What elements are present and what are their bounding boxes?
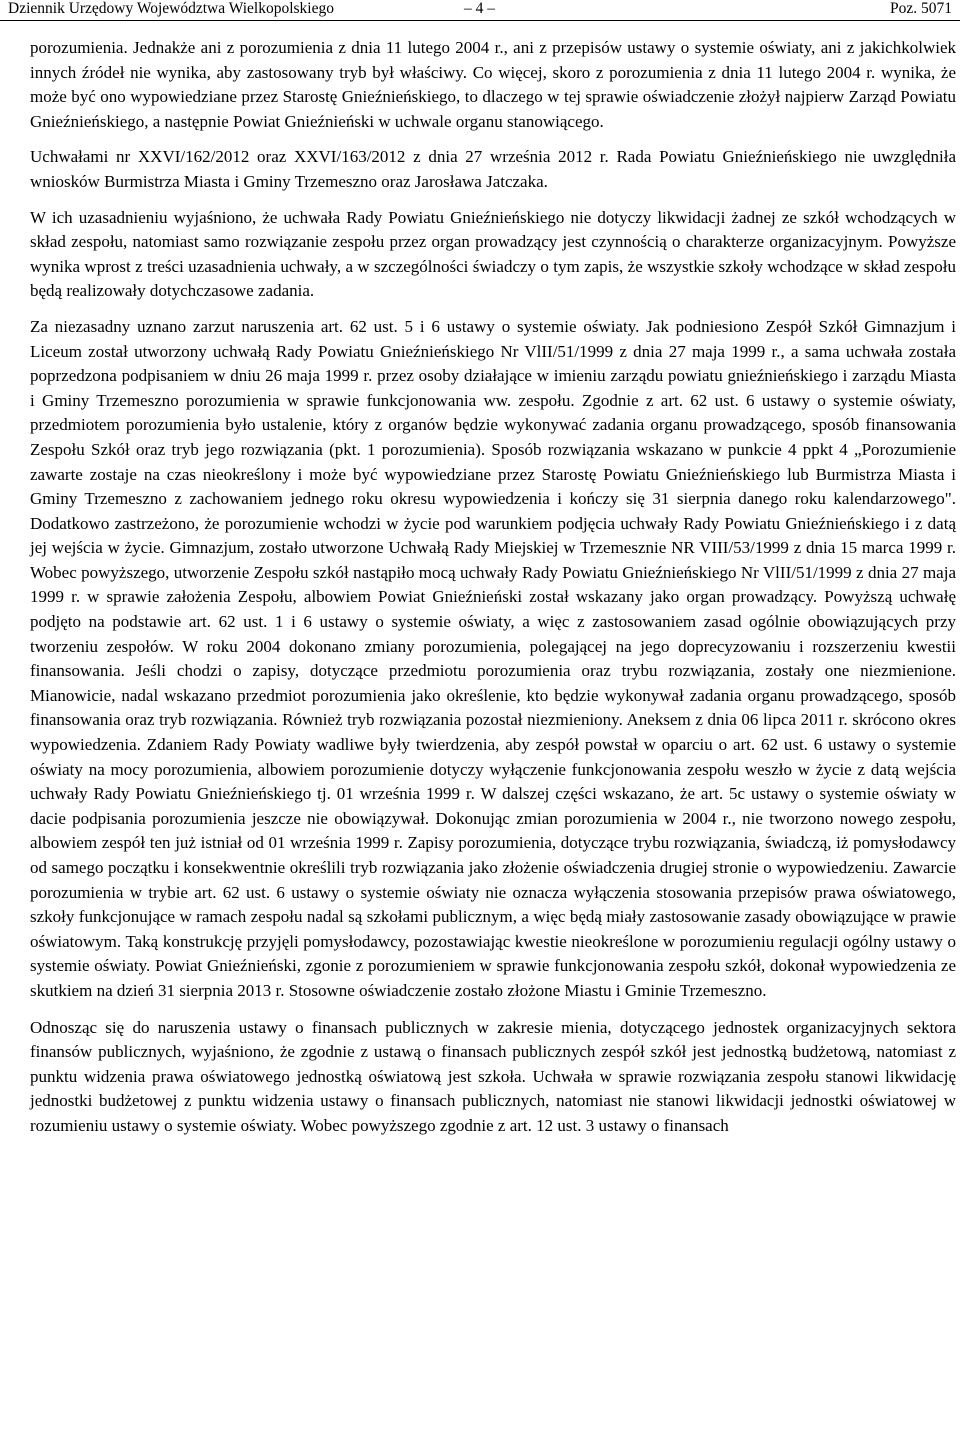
header-divider bbox=[0, 20, 960, 21]
page-header bbox=[0, 0, 960, 22]
paragraph: Za niezasadny uznano zarzut naruszenia art. 62 ust. 5 i 6 ustawy o systemie oświaty. Jak podniesiono Zespół Szkół Gimnazjum i Liceum został utworzony uchwałą Rady Powiatu Gnieźnieńskiego Nr VlII/51/1999 z dnia 27 maja 1999 r., a sama uchwała została poprzedzona podpisaniem w dniu 26 maja 1999 r. przez osoby działające w imieniu zarządu powiatu gnieźnieńskiego i zarządu Miasta i Gminy Trzemeszno porozumienia w sprawie funkcjonowania ww. zespołu. Zgodnie z art. 62 ust. 6 ustawy o systemie oświaty, przedmiotem porozumienia było ustalenie, który z organów będzie wykonywać zadania organu prowadzącego, sposób finansowania Zespołu Szkół oraz tryb jego rozwiązania (pkt. 1 porozumienia). Sposób rozwiązania wskazano w punkcie 4 ppkt 4 „Porozumienie zawarte zostaje na czas nieokreślony i może być wypowiedziane przez Starostę Powiatu Gnieźnieńskiego lub Burmistrza Miasta i Gminy Trzemeszno z zachowaniem jednego roku okresu wypowiedzenia i kończy się 31 sierpnia danego roku kalendarzowego". Dodatkowo zastrzeżono, że porozumienie wchodzi w życie pod warunkiem podjęcia uchwały Rady Powiatu Gnieźnieńskiego i z datą jej wejścia w życie. Gimnazjum, zostało utworzone Uchwałą Rady Miejskiej w Trzemesznie NR VIII/53/1999 z dnia 15 marca 1999 r. Wobec powyższego, utworzenie Zespołu szkół nastąpiło mocą uchwały Rady Powiatu Gnieźnieńskiego Nr VlII/51/1999 z dnia 27 maja 1999 r. w sprawie założenia Zespołu, albowiem Powiat Gnieźnieński został wskazany jako organ prowadzący. Powyższą uchwałę podjęto na podstawie art. 62 ust. 1 i 6 ustawy o systemie oświaty, a więc z zastosowaniem zasad ogólnie obowiązujących przy tworzeniu zespołów. W roku 2004 dokonano zmiany porozumienia, polegającej na jego doprecyzowaniu i rozszerzeniu kwestii finansowania. Jeśli chodzi o zapisy, dotyczące przedmiotu porozumienia oraz trybu rozwiązania, zostały one niezmienione. Mianowicie, nadal wskazano przedmiot porozumienia jako określenie, kto będzie wykonywał zadania organu prowadzącego, sposób finansowania oraz tryb rozwiązania. Również tryb rozwiązania pozostał niezmieniony. Aneksem z dnia 06 lipca 2011 r. skrócono okres wypowiedzenia. Zdaniem Rady Powiaty wadliwe były twierdzenia, aby zespół powstał w oparciu o art. 62 ust. 6 ustawy o systemie oświaty na mocy porozumienia, albowiem porozumienie dotyczy wyłączenie funkcjonowania zespołu weszło w życie z datą wejścia uchwały Rady Powiatu Gnieźnieńskiego tj. 01 września 1999 r. W dalszej części wskazano, że art. 5c ustawy o systemie oświaty w dacie podpisania porozumienia jeszcze nie obowiązywał. Dokonując zmian porozumienia w 2004 r., nie tworzono nowego zespołu, albowiem zespół ten już istniał od 01 września 1999 r. Zapisy porozumienia, dotyczące trybu rozwiązania, świadczą, iż pomysłodawcy od samego początku i konsekwentnie określili tryb rozwiązania jako złożenie oświadczenia drugiej stronie o wypowiedzeniu. Zawarcie porozumienia w trybie art. 62 ust. 6 ustawy o systemie oświaty nie oznacza wyłączenia stosowania przepisów prawa oświatowego, szkoły funkcjonujące w ramach zespołu nadal są szkołami publicznym, a więc będą miały zastosowanie zasady obowiązujące w prawie oświatowym. Taką konstrukcję przyjęli pomysłodawcy, pozostawiając kwestie nieokreślone w porozumieniu regulacji ogólny ustawy o systemie oświaty. Powiat Gnieźnieński, zgonie z porozumieniem w sprawie funkcjonowania zespołu szkół, dokonał wypowiedzenia ze skutkiem na dzień 31 sierpnia 2013 r. Stosowne oświadczenie zostało złożone Miastu i Gminie Trzemeszno. bbox=[30, 316, 956, 1000]
paragraph: porozumienia. Jednakże ani z porozumienia z dnia 11 lutego 2004 r., ani z przepisów ustawy o systemie oświaty, ani z jakichkolwiek innych źródeł nie wynika, aby zastosowany tryb był właściwy. Co więcej, skoro z porozumienia z dnia 11 lutego 2004 r. wynika, że może być ono wypowiedziane przez Starostę Gnieźnieńskiego, to dlaczego w tej sprawie oświadczenie złożył najpierw Zarząd Powiatu Gnieźnieńskiego, a następnie Powiat Gnieźnieński w uchwale organu stanowiącego. bbox=[30, 38, 956, 131]
paragraph: Uchwałami nr XXVI/162/2012 oraz XXVI/163/2012 z dnia 27 września 2012 r. Rada Powiatu Gnieźnieńskiego nie uwzględniła wniosków Burmistrza Miasta i Gminy Trzemeszno oraz Jarosława Jatczaka. bbox=[30, 147, 956, 191]
position-number: Poz. 5071 bbox=[890, 0, 952, 17]
page-number: – 4 – bbox=[464, 0, 495, 17]
document-body bbox=[30, 36, 956, 1139]
paragraph: Odnosząc się do naruszenia ustawy o finansach publicznych w zakresie mienia, dotyczącego jednostek organizacyjnych sektora finansów publicznych, wyjaśniono, że zgodnie z ustawą o finansach publicznych zespół szkół jest jednostką budżetową, natomiast z punktu widzenia prawa oświatowego jednostką oświatową jest szkoła. Uchwała w sprawie rozwiązania zespołu stanowi likwidację jednostki budżetowej z punktu widzenia ustawy o finansach publicznych, natomiast nie stanowi likwidacji jednostki oświatowej w rozumieniu ustawy o systemie oświaty. Wobec powyższego zgodnie z art. 12 ust. 3 ustawy o finansach bbox=[30, 1017, 956, 1135]
paragraph: W ich uzasadnieniu wyjaśniono, że uchwała Rady Powiatu Gnieźnieńskiego nie dotyczy likwidacji żadnej ze szkół wchodzących w skład zespołu, natomiast samo rozwiązanie zespołu przez organ prowadzący jest czynnością o charakterze organizacyjnym. Powyższe wynika wprost z treści uzasadnienia uchwały, a w szczególności świadczy o tym zapis, że wszystkie szkoły wchodzące w skład zespołu będą realizowały dotychczasowe zadania. bbox=[30, 207, 956, 301]
journal-title: Dziennik Urzędowy Województwa Wielkopolskiego bbox=[8, 0, 334, 17]
